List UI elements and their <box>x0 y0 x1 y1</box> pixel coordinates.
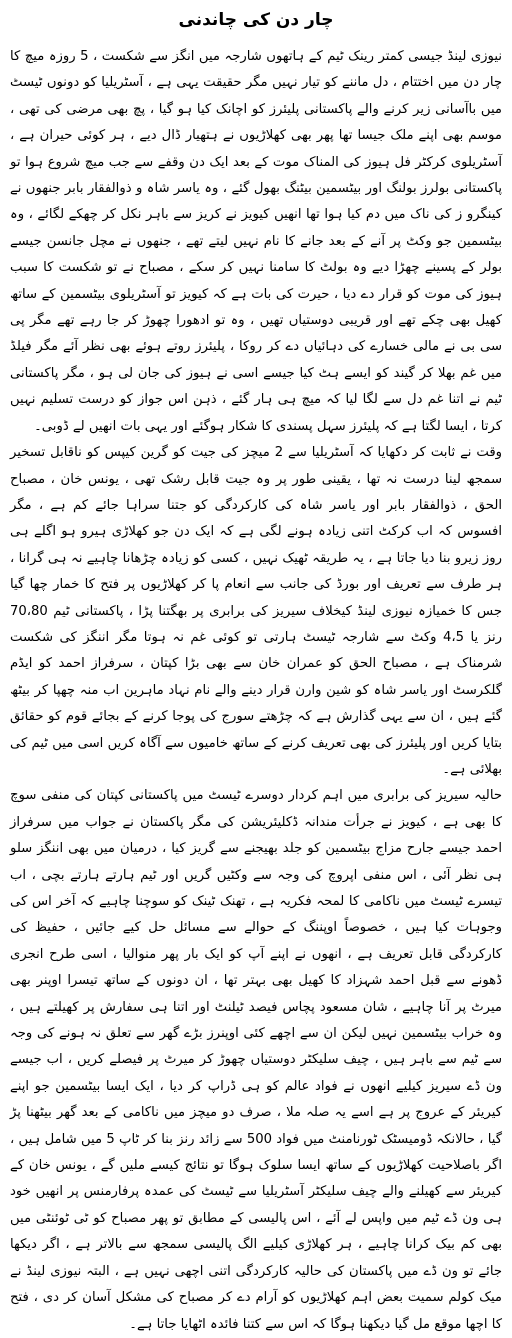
article-paragraph-1: نیوزی لینڈ جیسی کمتر رینک ٹیم کے ہاتھوں شارجہ میں انگز سے شکست ، 5 روزہ میچ کا چار دن میں اختتام ، دل ماننے کو تیار نہیں مگر حقیقت یہی ہے ، آسٹریلیا کو دونوں ٹیسٹ میں باآسانی زیر کرنے والے پاکستانی پلیئرز کو اچانک کیا ہو گیا ، پچ بھی مرضی کی تھی ، موسم بھی اپنے ملک جیسا تھا پھر بھی کھلاڑیوں نے ہتھیار ڈال دیے ، ہر کوئی حیران ہے ، آسٹریلوی کرکٹر فل ہیوز کی المناک موت کے بعد ایک دن وقفے سے جب میچ شروع ہوا تو پاکستانی بولرز بولنگ اور بیٹسمین بیٹنگ بھول گئے ، وہ یاسر شاہ و ذوالفقار بابر جنھوں نے کینگرو ز کی ناک میں دم کیا ہوا تھا انھیں کیویز نے کریز سے باہر نکل کر چھکے لگائے ، وہ بیٹسمین جو وکٹ پر آنے کے بعد جانے کا نام نہیں لیتے تھے ، جنھوں نے مچل جانسن جیسے بولر کے پسینے چھڑا دیے وہ بولٹ کا سامنا نہیں کر سکے ، مصباح نے تو شکست کا سبب ہیوز کی موت کو قرار دے دیا ، حیرت کی بات ہے کہ کیویز تو آسٹریلوی بیٹسمین کے ساتھ کھیل بھی چکے تھے اور قریبی دوستیاں تھیں ، وہ تو ادھورا چھوڑ کر جا رہے تھے مگر پی سی بی نے مالی خسارے کی دہائیاں دے کر روکا ، پلیئرز روتے ہوئے بھی نظر آئے مگر فیلڈ میں غم بھلا کر گیند کو ایسے ہٹ کیا جیسے اسی نے ہیوز کی جان لی ہو ، مگر پاکستانی ٹیم نے اتنا غم دل سے لگا لیا کہ میچ ہی ہار گئے ، ذہن اس جواز کو درست تسلیم نہیں کرتا ، ایسا لگتا ہے کہ پلیئرز سہل پسندی کا شکار ہوگئے اور یہی بات انھیں لے ڈوبی۔ <box>10 49 502 434</box>
article-paragraph-3: حالیہ سیریز کی برابری میں اہم کردار دوسرے ٹیسٹ میں پاکستانی کپتان کی منفی سوچ کا بھی ہے ، کیویز نے جرأت مندانہ ڈکلیئریشن کی مگر پاکستان نے جواب میں سرفراز احمد جیسے جارح مزاج بیٹسمین کو جلد بھیجنے سے گریز کیا ، درمیان میں بھی اننگز سلو ہی نظر آئی ، اس منفی اپروچ کی وجہ سے وکٹیں گریں اور ٹیم ہارتے ہارتے بچی ، اب تیسرے ٹیسٹ میں ناکامی کا لمحہ فکریہ ہے ، تھنک ٹینک کو سوچنا چاہیے کہ آخر اس کی وجوہات کیا ہیں ، خصوصاً اوپننگ کے حوالے سے مسائل حل کیے جائیں ، حفیظ کی کارکردگی قابل تعریف ہے ، انھوں نے اپنے آپ کو ایک بار پھر منوالیا ، اسی طرح انجری ڈھونے سے قبل احمد شہزاد کا کھیل بھی بہتر تھا ، ان دونوں کے ساتھ تیسرا اوپنر بھی میرٹ پر آنا چاہیے ، شان مسعود پچاس فیصد ٹیلنٹ اور اتنا ہی سفارش پر کھیلتے ہیں ، وہ خراب بیٹسمین نہیں لیکن ان سے اچھے کئی اوپنرز بڑے گھر سے تعلق نہ ہونے کی وجہ سے ٹیم سے باہر ہیں ، چیف سلیکٹر دوستیاں چھوڑ کر میرٹ پر فیصلے کریں ، اب جیسے ون ڈے سیریز کیلیے انھوں نے فواد عالم کو ہی ڈراپ کر دیا ، ایک ایسا بیٹسمین جو اپنے کیریئر کے عروج پر ہے اسے یہ صلہ ملا ، صرف دو میچز میں ناکامی کے بعد گھر بیٹھنا پڑ گیا ، حالانکہ ڈومیسٹک ٹورنامنٹ میں فواد 500 سے زائد رنز بنا کر ٹاپ 5 میں شامل ہیں ، اگر باصلاحیت کھلاڑیوں کے ساتھ ایسا سلوک ہوگا تو نتائج کیسے ملیں گے ، یونس خان کے کیریئر سے کھیلنے والے چیف سلیکٹر آسٹریلیا سے ٹیسٹ کی عمدہ پرفارمنس پر انھیں خود ہی ون ڈے ٹیم میں واپس لے آئے ، اس پالیسی کے مطابق تو پھر مصباح کو ٹی ٹوئنٹی میں بھی کم بیک کرانا چاہیے ، ہر کھلاڑی کیلیے الگ پالیسی سمجھ سے بالاتر ہے ، اگر دیکھا جائے تو ون ڈے میں پاکستان کی حالیہ کارکردگی اتنی اچھی نہیں ہے ، البتہ نیوزی لینڈ نے میک کولم سمیت بعض اہم کھلاڑیوں کو آرام دے کر مصباح کی مشکل آسان کر دی ، فتح کا اچھا موقع مل گیا دیکھنا ہوگا کہ اس سے کتنا فائدہ اٹھایا جاتا ہے۔ <box>10 788 502 1332</box>
article-title: چار دن کی چاندنی <box>178 10 334 30</box>
article-paragraph-2: وقت نے ثابت کر دکھایا کہ آسٹریلیا سے 2 میچز کی جیت کو گرین کیپس کو ناقابل تسخیر سمجھ لینا درست نہ تھا ، یقینی طور پر وہ جیت قابل رشک تھی ، یونس خان ، مصباح الحق ، ذوالفقار بابر اور یاسر شاہ کی کارکردگی کو جتنا سراہا جائے کم ہے ، مگر افسوس کہ اب کرکٹ اتنی زیادہ ہونے لگی ہے کہ ایک دن جو کھلاڑی ہیرو ہو اگلے ہی روز زیرو بنا دیا جاتا ہے ، یہ طریقہ ٹھیک نہیں ، کسی کو زیادہ چڑھانا چاہیے نہ ہی گرانا ، ہر طرف سے تعریف اور بورڈ کی جانب سے انعام پا کر کھلاڑیوں پر فتح کا خمار چھا گیا جس کا خمیازہ نیوزی لینڈ کیخلاف سیریز کی برابری پر بھگتنا پڑا ، پاکستانی ٹیم 70،80 رنز یا 4،5 وکٹ سے شارجہ ٹیسٹ ہارتی تو کوئی غم نہ ہوتا مگر اننگز کی شکست شرمناک ہے ، مصباح الحق کو عمران خان سے بھی بڑا کپتان ، سرفراز احمد کو ایڈم گلکرسٹ اور یاسر شاہ کو شین وارن قرار دینے والے نام نہاد ماہرین اب منہ چھپا کر بیٹھ گئے ہیں ، ان سے یہی گذارش ہے کہ چڑھتے سورج کی پوجا کرنے کے بجائے قوم کو حقائق بتایا کریں اور پلیئرز کی بھی تعریف کرنے کے ساتھ خامیوں سے آگاہ کریں اسی میں ٹیم کی بھلائی ہے۔ <box>10 445 502 777</box>
